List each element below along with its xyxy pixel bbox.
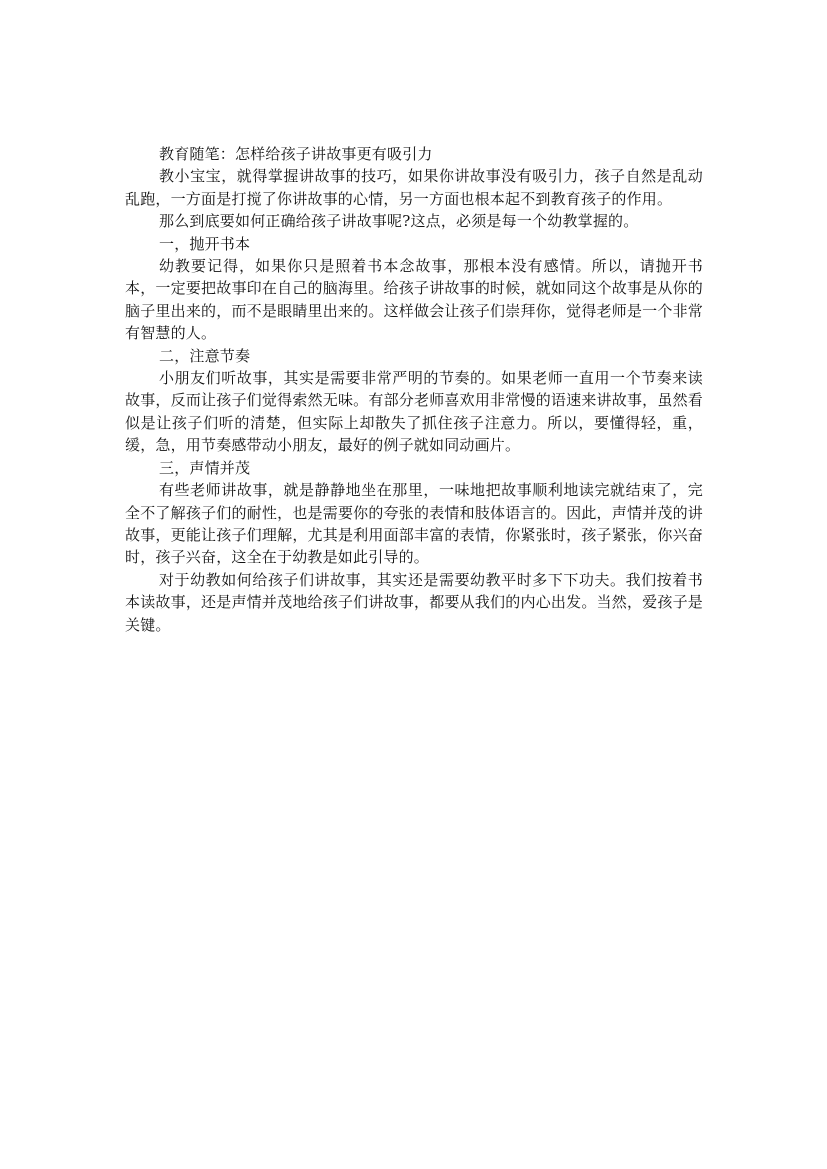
- section-2-paragraph: 小朋友们听故事，其实是需要非常严明的节奏的。如果老师一直用一个节奏来读故事，反而让孩子们觉得索然无味。有部分老师喜欢用非常慢的语速来讲故事，虽然看似是让孩子们听的清楚，但实际上却散失了抓住孩子注意力。所以，要懂得轻，重，缓，急，用节奏感带动小朋友，最好的例子就如同动画片。: [125, 369, 703, 455]
- section-heading-1: 一，抛开书本: [159, 234, 251, 253]
- section-3-paragraph: 有些老师讲故事，就是静静地坐在那里，一味地把故事顺利地读完就结束了，完全不了解孩子们的耐性，也是需要你的夸张的表情和肢体语言的。因此，声情并茂的讲故事，更能让孩子们理解，尤其是利用面部丰富的表情，你紧张时，孩子紧张，你兴奋时，孩子兴奋，这全在于幼教是如此引导的。: [125, 481, 703, 567]
- document-title: 教育随笔：怎样给孩子讲故事更有吸引力: [159, 145, 433, 163]
- question-paragraph: 那么到底要如何正确给孩子讲故事呢?这点，必须是每一个幼教掌握的。: [159, 212, 639, 231]
- section-1-paragraph: 幼教要记得，如果你只是照着书本念故事，那根本没有感情。所以，请抛开书本，一定要把故事印在自己的脑海里。给孩子讲故事的时候，就如同这个故事是从你的脑子里出来的，而不是眼睛里出来的。这样做会让孩子们崇拜你，觉得老师是一个非常有智慧的人。: [125, 257, 703, 343]
- conclusion-paragraph: 对于幼教如何给孩子们讲故事，其实还是需要幼教平时多下下功夫。我们按着书本读故事，还是声情并茂地给孩子们讲故事，都要从我们的内心出发。当然，爱孩子是关键。: [125, 570, 703, 634]
- section-heading-3: 三，声情并茂: [159, 458, 251, 477]
- document-body: [125, 143, 703, 636]
- intro-paragraph: 教小宝宝，就得掌握讲故事的技巧，如果你讲故事没有吸引力，孩子自然是乱动乱跑，一方面是打搅了你讲故事的心情，另一方面也根本起不到教育孩子的作用。: [125, 167, 703, 208]
- section-heading-2: 二，注意节奏: [159, 346, 251, 365]
